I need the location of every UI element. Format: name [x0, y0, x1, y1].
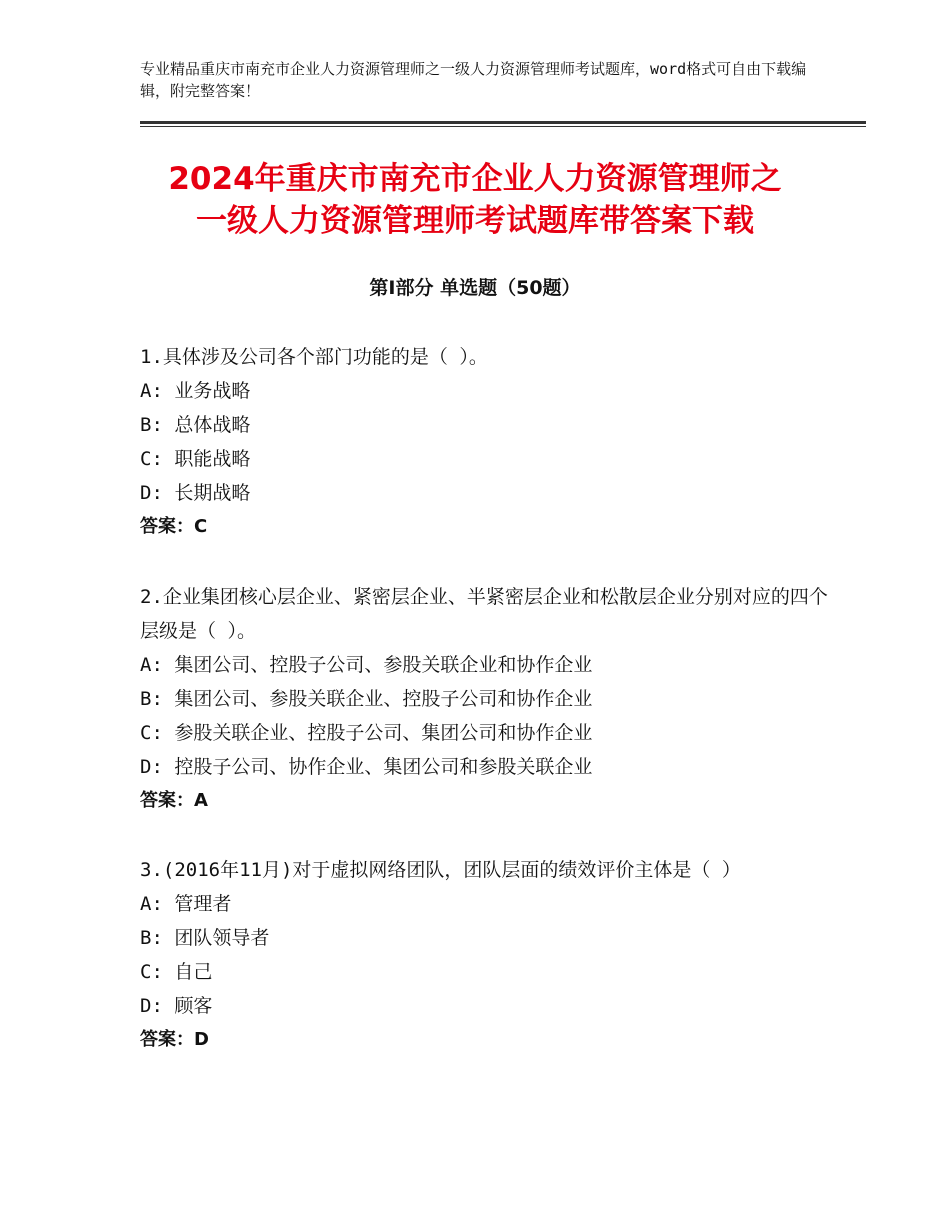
- header-rule-thick: [140, 121, 866, 124]
- option-b: B: 集团公司、参股关联企业、控股子公司和协作企业: [140, 688, 593, 710]
- option-c: C: 职能战略: [140, 448, 251, 470]
- option-a: A: 业务战略: [140, 380, 251, 402]
- document-title-line-2: 一级人力资源管理师考试题库带答案下载: [196, 203, 754, 239]
- option-a: A: 管理者: [140, 893, 232, 915]
- question-3: [140, 853, 840, 1057]
- option-a: A: 集团公司、控股子公司、参股关联企业和协作企业: [140, 654, 593, 676]
- option-b: B: 总体战略: [140, 414, 251, 436]
- answer-line: 答案：D: [140, 1029, 209, 1050]
- header-note: 专业精品重庆市南充市企业人力资源管理师之一级人力资源管理师考试题库，word格式可自由下载编辑，附完整答案！: [140, 60, 807, 100]
- option-d: D: 长期战略: [140, 482, 251, 504]
- option-b: B: 团队领导者: [140, 927, 270, 949]
- option-c: C: 自己: [140, 961, 213, 983]
- option-c: C: 参股关联企业、控股子公司、集团公司和协作企业: [140, 722, 593, 744]
- option-d: D: 顾客: [140, 995, 213, 1017]
- document-title: [110, 158, 840, 242]
- answer-line: 答案：A: [140, 790, 208, 811]
- question-stem: 2.企业集团核心层企业、紧密层企业、半紧密层企业和松散层企业分别对应的四个层级是（ ）。: [140, 586, 828, 642]
- answer-line: 答案：C: [140, 516, 208, 537]
- header-rule-thin: [140, 126, 866, 127]
- document-title-line-1: 2024年重庆市南充市企业人力资源管理师之: [168, 161, 782, 197]
- section-title: 第Ⅰ部分 单选题（50题）: [369, 277, 581, 299]
- question-stem: 3.(2016年11月)对于虚拟网络团队，团队层面的绩效评价主体是（ ）: [140, 859, 741, 881]
- question-1: [140, 340, 840, 544]
- option-d: D: 控股子公司、协作企业、集团公司和参股关联企业: [140, 756, 593, 778]
- question-stem: 1.具体涉及公司各个部门功能的是（ ）。: [140, 346, 488, 368]
- question-2: [140, 580, 840, 818]
